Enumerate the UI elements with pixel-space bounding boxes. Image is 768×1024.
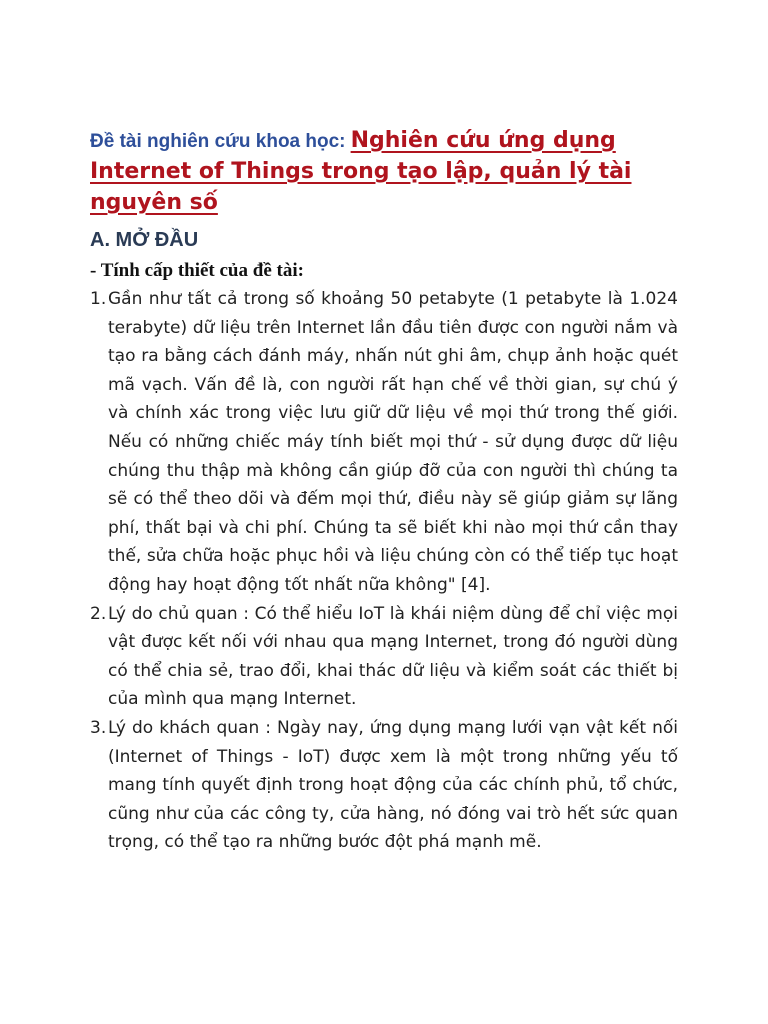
list-item-number: 1. xyxy=(90,289,107,309)
list-item-text: Lý do khách quan : Ngày nay, ứng dụng mạng lưới vạn vật kết nối (Internet of Things - IoT) được xem là một trong những yếu tố mang tính quyết định trong hoạt động của các chính phủ, tổ chức, cũng như của các công ty, cửa hàng, nó đóng vai trò hết sức quan trọng, có thể tạo ra những bước đột phá mạnh mẽ. xyxy=(108,717,678,853)
subheading: - Tính cấp thiết của đề tài: xyxy=(90,260,304,281)
list-item-number: 3. xyxy=(90,717,107,738)
list-item xyxy=(90,600,678,714)
list-item xyxy=(90,714,678,857)
list-item-text: Lý do chủ quan : Có thể hiểu IoT là khái niệm dùng để chỉ việc mọi vật được kết nối với nhau qua mạng Internet, trong đó người dùng có thể chia sẻ, trao đổi, khai thác dữ liệu và kiểm soát các thiết bị của mình qua mạng Internet. xyxy=(108,603,678,710)
document-title xyxy=(90,126,678,219)
title-prefix: Đề tài nghiên cứu khoa học: xyxy=(90,131,346,152)
title-main: Nghiên cứu ứng dụng Internet of Things trong tạo lập, quản lý tài nguyên số xyxy=(90,128,632,215)
section-heading: A. MỞ ĐẦU xyxy=(90,229,199,251)
list-item-text: Gần như tất cả trong số khoảng 50 petabyte (1 petabyte là 1.024 terabyte) dữ liệu trên Internet lần đầu tiên được con người nắm và tạo ra bằng cách đánh máy, nhấn nút ghi âm, chụp ảnh hoặc quét mã vạch. Vấn đề là, con người rất hạn chế về thời gian, sự chú ý và chính xác trong việc lưu giữ dữ liệu về mọi thứ trong thế giới. Nếu có những chiếc máy tính biết mọi thứ - sử dụng được dữ liệu chúng thu thập mà không cần giúp đỡ của con người thì chúng ta sẽ có thể theo dõi và đếm mọi thứ, điều này sẽ giúp giảm sự lãng phí, thất bại và chi phí. Chúng ta sẽ biết khi nào mọi thứ cần thay thế, sửa chữa hoặc phục hồi và liệu chúng còn có thể tiếp tục hoạt động hay hoạt động tốt nhất nữa không" [4]. xyxy=(108,289,678,595)
numbered-list xyxy=(90,285,678,857)
list-item xyxy=(90,285,678,600)
list-item-number: 2. xyxy=(90,603,107,624)
